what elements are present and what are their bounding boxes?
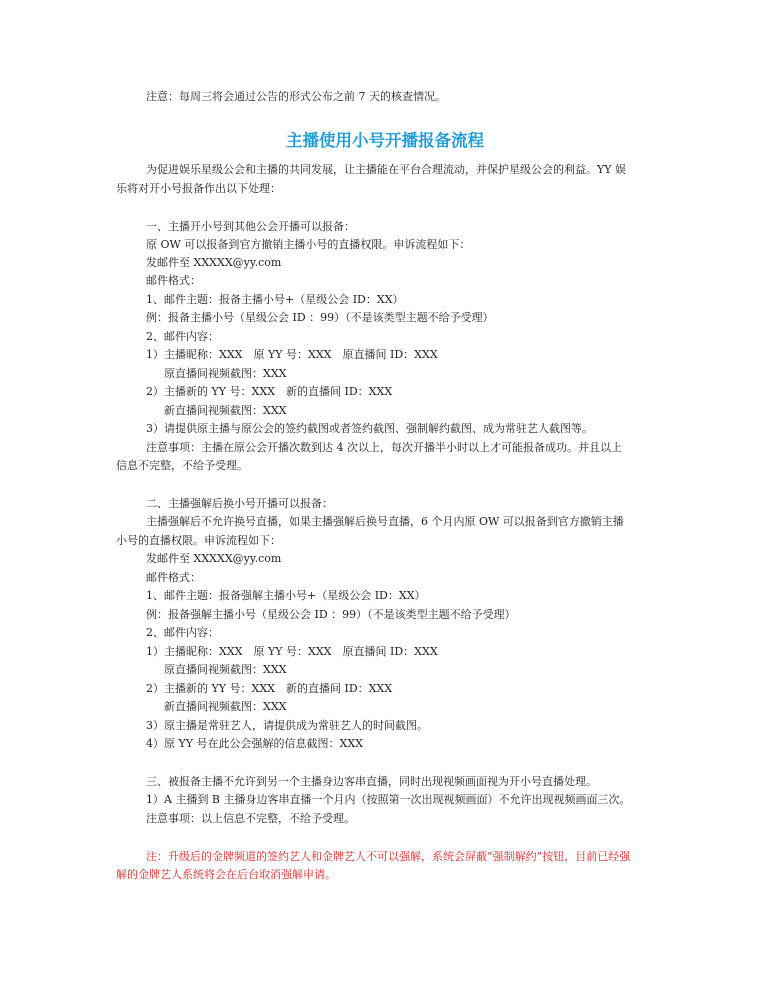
section2-line: 3）原主播是常驻艺人，请提供成为常驻艺人的时间截图。 bbox=[146, 719, 428, 732]
intro-line-2: 乐将对开小号报备作出以下处理： bbox=[116, 182, 281, 195]
section1-line: 1）主播昵称：XXX 原 YY 号：XXX 原直播间 ID：XXX bbox=[146, 348, 438, 361]
intro-line-1: 为促进娱乐星级公会和主播的共同发展，让主播能在平台合理流动，并保护星级公会的利益。YY 娱 bbox=[146, 163, 627, 176]
section2-line: 邮件格式： bbox=[146, 571, 201, 584]
section2-line: 4）原 YY 号在此公会强解的信息截图：XXX bbox=[146, 737, 364, 750]
section2-line: 2）主播新的 YY 号：XXX 新的直播间 ID：XXX bbox=[146, 682, 393, 695]
section1-line: 例：报备主播小号（星级公会 ID ：99）（不是该类型主题不给予受理） bbox=[146, 311, 494, 324]
section2-line: 小号的直播权限。申诉流程如下： bbox=[116, 534, 281, 547]
red-note-line-1: 注：升级后的金牌频道的签约艺人和金牌艺人不可以强解，系统会屏蔽“强制解约”按钮，目前已经强 bbox=[146, 850, 631, 863]
section1-line: 新直播间视频截图：XXX bbox=[164, 404, 287, 417]
section3-line: 注意事项：以上信息不完整，不给予受理。 bbox=[146, 812, 355, 825]
section1-line: 1、邮件主题：报备主播小号+（星级公会 ID：XX） bbox=[146, 293, 404, 306]
section3-heading: 三、被报备主播不允许到另一个主播身边客串直播，同时出现视频画面视为开小号直播处理。 bbox=[146, 775, 597, 788]
section1-line: 信息不完整，不给予受理。 bbox=[116, 459, 248, 472]
section2-line: 新直播间视频截图：XXX bbox=[164, 700, 287, 713]
section2-line: 主播强解后不允许换号直播，如果主播强解后换号直播，6 个月内原 OW 可以报备到官方撤销主播 bbox=[146, 515, 624, 528]
section2-line: 1）主播昵称：XXX 原 YY 号：XXX 原直播间 ID：XXX bbox=[146, 645, 438, 658]
section2-line: 发邮件至 XXXXX@yy.com bbox=[146, 552, 282, 565]
section3-line: 1）A 主播到 B 主播身边客串直播一个月内（按照第一次出现视频画面）不允许出现视频画面三次。 bbox=[146, 793, 631, 806]
section1-heading: 一、主播开小号到其他公会开播可以报备： bbox=[146, 220, 355, 233]
section1-line: 原直播间视频截图：XXX bbox=[164, 367, 287, 380]
section2-line: 例：报备强解主播小号（星级公会 ID ：99）（不是该类型主题不给予受理） bbox=[146, 608, 516, 621]
section1-line: 发邮件至 XXXXX@yy.com bbox=[146, 256, 282, 269]
section1-line: 邮件格式： bbox=[146, 274, 201, 287]
top-notice: 注意：每周三将会通过公告的形式公布之前 7 天的核查情况。 bbox=[146, 90, 446, 103]
section1-line: 3）请提供原主播与原公会的签约截图或者签约截图、强制解约截图、成为常驻艺人截图等。 bbox=[146, 422, 593, 435]
section1-line: 2、邮件内容： bbox=[146, 330, 219, 343]
section2-heading: 二、主播强解后换小号开播可以报备： bbox=[146, 497, 333, 510]
section2-line: 原直播间视频截图：XXX bbox=[164, 663, 287, 676]
section2-line: 1、邮件主题：报备强解主播小号+（星级公会 ID：XX） bbox=[146, 589, 426, 602]
section1-line: 注意事项：主播在原公会开播次数到达 4 次以上，每次开播半小时以上才可能报备成功。并且以上 bbox=[146, 441, 622, 454]
document-title: 主播使用小号开播报备流程 bbox=[286, 131, 484, 150]
section1-line: 原 OW 可以报备到官方撤销主播小号的直播权限。申诉流程如下： bbox=[146, 238, 471, 251]
section2-line: 2、邮件内容： bbox=[146, 626, 219, 639]
section1-line: 2）主播新的 YY 号：XXX 新的直播间 ID：XXX bbox=[146, 385, 393, 398]
red-note-line-2: 解的金牌艺人系统将会在后台取消强解申请。 bbox=[116, 868, 336, 881]
